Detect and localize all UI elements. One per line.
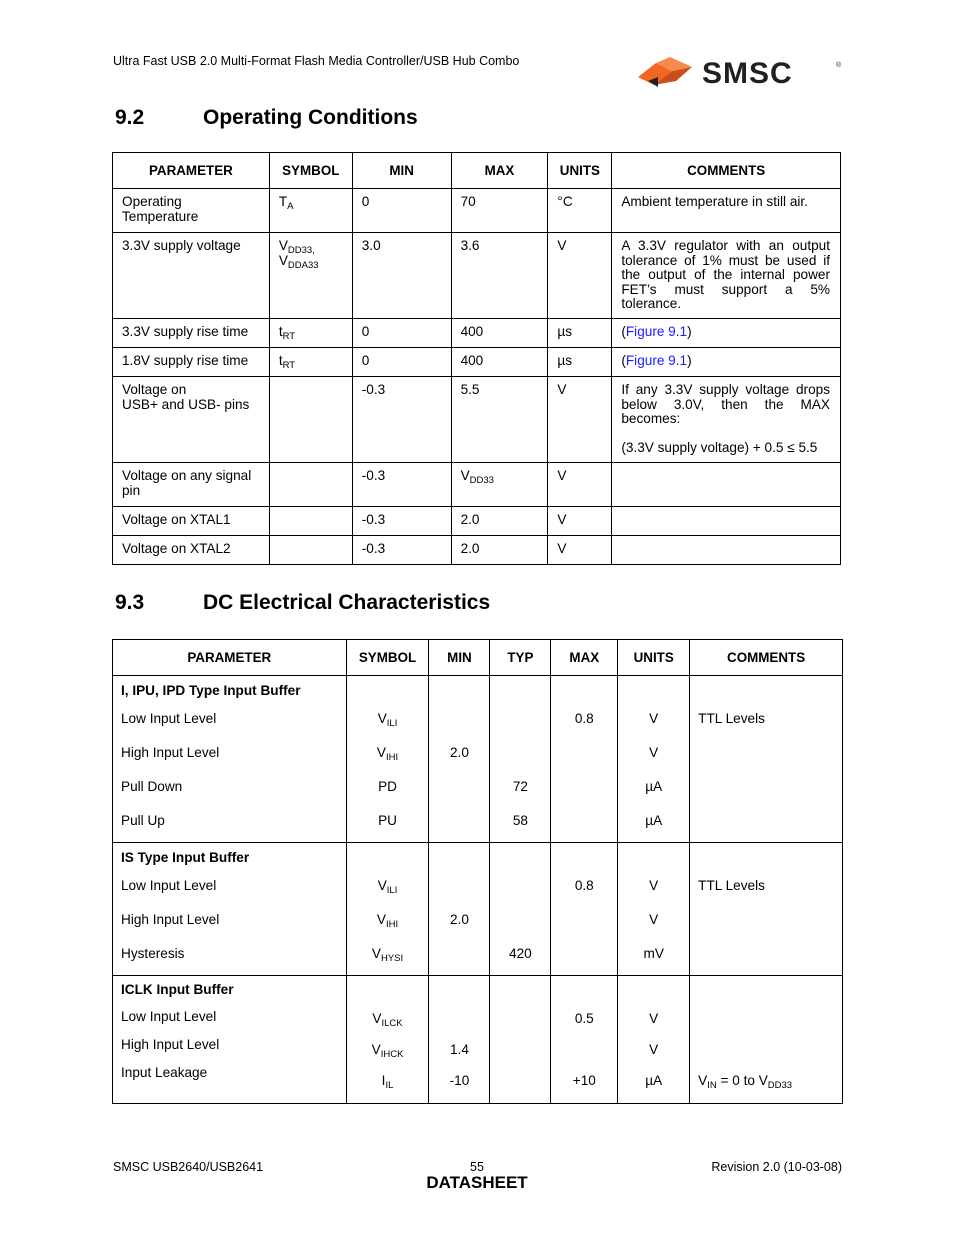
svg-text:®: ® [836,62,842,69]
comment-cell [612,536,841,565]
section-number: 9.3 [115,591,145,614]
symbol-cell: $V_{ILCK}$ $V_{IHCK}$ $I_{IL}$ [346,976,429,1104]
min-cell: -0.3 [352,377,451,463]
min-cell: 1.4 -10 [429,976,490,1104]
smsc-logo [636,55,844,91]
group-heading: IS Type Input Buffer [121,850,250,865]
document-header-title: Ultra Fast USB 2.0 Multi-Format Flash Media Controller/USB Hub Combo [113,54,520,68]
column-header: MIN [429,640,490,676]
units-cell: V V µA [618,976,690,1104]
units-cell: V [548,233,612,319]
table-row [113,507,841,536]
units-cell: µs [548,348,612,377]
max-cell: 3.6 [451,233,548,319]
max-cell: 70 [451,189,548,233]
min-cell: -0.3 [352,536,451,565]
symbol-cell: $V_{ILI}$ $V_{IHI}$ $V_{HYSI}$ [346,843,429,976]
group-heading: ICLK Input Buffer [121,982,234,997]
section-title: Operating Conditions [203,106,418,129]
comment-cell: (Figure 9.1) [612,319,841,348]
table-row [113,377,841,463]
table-header-row [113,153,841,189]
max-cell: 0.5 +10 [551,976,618,1104]
group-heading: I, IPU, IPD Type Input Buffer [121,683,301,698]
symbol-cell: $t_{RT}$ [269,319,352,348]
units-cell: V V mV [618,843,690,976]
comment-cell: Ambient temperature in still air. [612,189,841,233]
units-cell: °C [548,189,612,233]
param-cell: 3.3V supply voltage [113,233,270,319]
symbol-cell [269,463,352,507]
max-cell: 0.8 [551,843,618,976]
param-cell: ICLK Input Buffer Low Input Level High Input Level Input Leakage [113,976,347,1104]
typ-cell: 72 58 [490,676,551,843]
footer-product: SMSC USB2640/USB2641 [113,1160,264,1174]
max-cell: 2.0 [451,507,548,536]
figure-link[interactable]: Figure 9.1 [625,324,688,339]
units-cell: V [548,536,612,565]
dc-characteristics-table [112,639,843,1104]
symbol-cell: $T_A$ [269,189,352,233]
param-cell: I, IPU, IPD Type Input Buffer Low Input Level High Input Level Pull Down Pull Up [113,676,347,843]
symbol-cell [269,507,352,536]
param-cell: Voltage on XTAL2 [113,536,270,565]
symbol-cell: $V_{DD33,}$ $V_{DDA33}$ [269,233,352,319]
table-header-row [113,640,843,676]
table-row-group [113,843,843,976]
comment-cell: TTL Levels [690,676,843,843]
section-number: 9.2 [115,106,145,129]
param-cell: Operating Temperature [113,189,270,233]
param-cell: 1.8V supply rise time [113,348,270,377]
comment-cell: If any 3.3V supply voltage drops below 3.0V, then the MAX becomes: (3.3V supply voltage) + 0.5 ≤ 5.5 [612,377,841,463]
param-cell: 3.3V supply rise time [113,319,270,348]
min-cell: 0 [352,189,451,233]
symbol-cell [269,377,352,463]
logo-wordmark: SMSC [702,57,793,90]
units-cell: µs [548,319,612,348]
comment-cell: $V_{IN} = 0$ to $V_{DD33}$ [690,976,843,1104]
column-header: MAX [551,640,618,676]
max-cell: 400 [451,319,548,348]
comment-cell: A 3.3V regulator with an output tolerance of 1% must be used if the output of the internal power FET’s must support a 5% tolerance. [612,233,841,319]
table-row [113,463,841,507]
min-cell: 2.0 [429,676,490,843]
column-header: PARAMETER [113,153,270,189]
param-cell: Voltage on any signal pin [113,463,270,507]
units-cell: V V µA µA [618,676,690,843]
typ-cell: 420 [490,843,551,976]
section-title: DC Electrical Characteristics [203,591,491,614]
min-cell: 0 [352,319,451,348]
figure-link[interactable]: Figure 9.1 [625,353,688,368]
param-cell: IS Type Input Buffer Low Input Level High Input Level Hysteresis [113,843,347,976]
table-row [113,319,841,348]
column-header: MIN [352,153,451,189]
units-cell: V [548,507,612,536]
table-row [113,233,841,319]
operating-conditions-table [112,152,841,565]
min-cell: 3.0 [352,233,451,319]
min-cell: -0.3 [352,507,451,536]
column-header: COMMENTS [612,153,841,189]
max-cell: $V_{DD33}$ [451,463,548,507]
min-cell: 2.0 [429,843,490,976]
param-cell: Voltage on USB+ and USB- pins [113,377,270,463]
max-cell: 2.0 [451,536,548,565]
param-cell: Voltage on XTAL1 [113,507,270,536]
column-header: UNITS [548,153,612,189]
footer-page-number: 55 [470,1160,484,1174]
column-header: COMMENTS [690,640,843,676]
table-row [113,348,841,377]
units-cell: V [548,463,612,507]
min-cell: -0.3 [352,463,451,507]
comment-cell: (Figure 9.1) [612,348,841,377]
section-heading-9-2 [115,106,418,130]
column-header: MAX [451,153,548,189]
table-row-group [113,676,843,843]
typ-cell [490,976,551,1104]
column-header: PARAMETER [113,640,347,676]
column-header: TYP [490,640,551,676]
symbol-cell: $t_{RT}$ [269,348,352,377]
max-cell: 0.8 [551,676,618,843]
table-row [113,189,841,233]
max-cell: 400 [451,348,548,377]
symbol-cell: $V_{ILI}$ $V_{IHI}$ PD PU [346,676,429,843]
column-header: UNITS [618,640,690,676]
comment-cell [612,463,841,507]
units-cell: V [548,377,612,463]
table-row [113,536,841,565]
comment-cell [612,507,841,536]
column-header: SYMBOL [346,640,429,676]
table-row-group [113,976,843,1104]
column-header: SYMBOL [269,153,352,189]
section-heading-9-3 [115,591,490,615]
footer-revision: Revision 2.0 (10-03-08) [711,1160,842,1174]
symbol-cell [269,536,352,565]
footer-datasheet-label: DATASHEET [426,1173,528,1192]
min-cell: 0 [352,348,451,377]
comment-cell: TTL Levels [690,843,843,976]
max-cell: 5.5 [451,377,548,463]
